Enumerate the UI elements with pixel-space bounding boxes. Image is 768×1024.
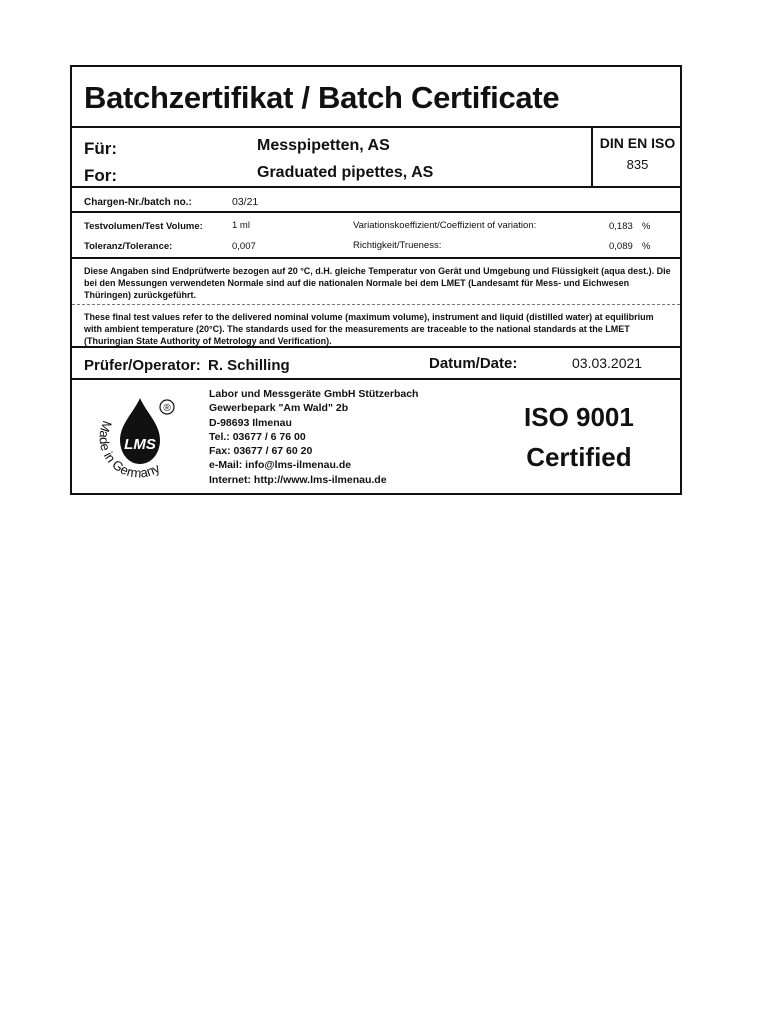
test-volume-label: Testvolumen/Test Volume: (84, 221, 203, 232)
note-german (72, 259, 680, 305)
trueness-unit: % (642, 241, 651, 252)
date-value: 03.03.2021 (572, 355, 643, 371)
standard-number: 835 (626, 157, 649, 172)
operator-name: R. Schilling (208, 357, 290, 374)
for-label-de: Für: (84, 139, 118, 158)
note-english-text: These final test values refer to the delivered nominal volume (maximum volume), instrument and liquid (distilled water) at equilibrium with ambient temperature (20°C). The standards used for the measurements are traceable to the national standards at the LMET (Thuringian State Authority of Metrology and Verification). (84, 312, 654, 346)
recipient-block (72, 128, 680, 188)
note-english (72, 305, 680, 348)
note-german-text: Diese Angaben sind Endprüfwerte bezogen auf 20 °C, d.H. gleiche Temperatur von Gerät und Umgebung und Flüssigkeit (aqua dest.). Die bei den Messungen verwendeten Normale sind auf die nationalen Normale bei dem LMET (Landesamt für Mess- und Eichwesen Thüringen) zurückgeführt. (84, 266, 671, 300)
trueness-label: Richtigkeit/Trueness: (353, 240, 442, 251)
company-city: D-98693 Ilmenau (209, 416, 292, 429)
batch-value: 03/21 (232, 196, 259, 208)
standard-name: DIN EN ISO (599, 135, 676, 151)
tolerance-label: Toleranz/Tolerance: (84, 241, 173, 252)
iso-certification (524, 397, 634, 477)
cv-label: Variationskoeffizient/Coeffizient of variation: (353, 220, 537, 231)
cv-value: 0,183 (609, 221, 633, 232)
company-street: Gewerbepark "Am Wald" 2b (209, 402, 349, 415)
trueness-value: 0,089 (609, 241, 633, 252)
iso-line2: Certified (526, 442, 632, 472)
logo-brand: LMS (124, 436, 156, 453)
company-name: Labor und Messgeräte GmbH Stützerbach (209, 388, 419, 400)
test-volume-value: 1 ml (232, 220, 250, 231)
operator-row (72, 348, 680, 380)
operator-label: Prüfer/Operator: (84, 357, 201, 374)
company-info (209, 387, 418, 487)
cv-unit: % (642, 221, 651, 232)
for-label-en: For: (84, 166, 118, 185)
batch-row (72, 188, 680, 213)
product-name-de: Messpipetten, AS (257, 137, 390, 154)
batch-label: Chargen-Nr./batch no.: (84, 197, 192, 208)
registered-mark: ® (163, 403, 171, 414)
iso-line1: ISO 9001 (524, 402, 634, 432)
company-tel: Tel.: 03677 / 6 76 00 (209, 430, 306, 443)
tolerance-value: 0,007 (232, 241, 256, 252)
standard-box (591, 128, 682, 186)
company-email: e-Mail: info@lms-ilmenau.de (209, 459, 352, 472)
batch-certificate (70, 65, 682, 495)
drop-shape (120, 398, 160, 464)
certificate-title: Batchzertifikat / Batch Certificate (84, 80, 560, 115)
company-fax: Fax: 03677 / 67 60 20 (209, 445, 313, 458)
company-internet: Internet: http://www.lms-ilmenau.de (209, 473, 387, 486)
lms-logo-icon (90, 394, 188, 489)
product-name-en: Graduated pipettes, AS (257, 164, 434, 181)
date-label: Datum/Date: (429, 355, 518, 372)
parameters-block (72, 213, 680, 259)
logo-tagline: Made in Germany (96, 418, 163, 481)
title-bar (72, 67, 680, 128)
